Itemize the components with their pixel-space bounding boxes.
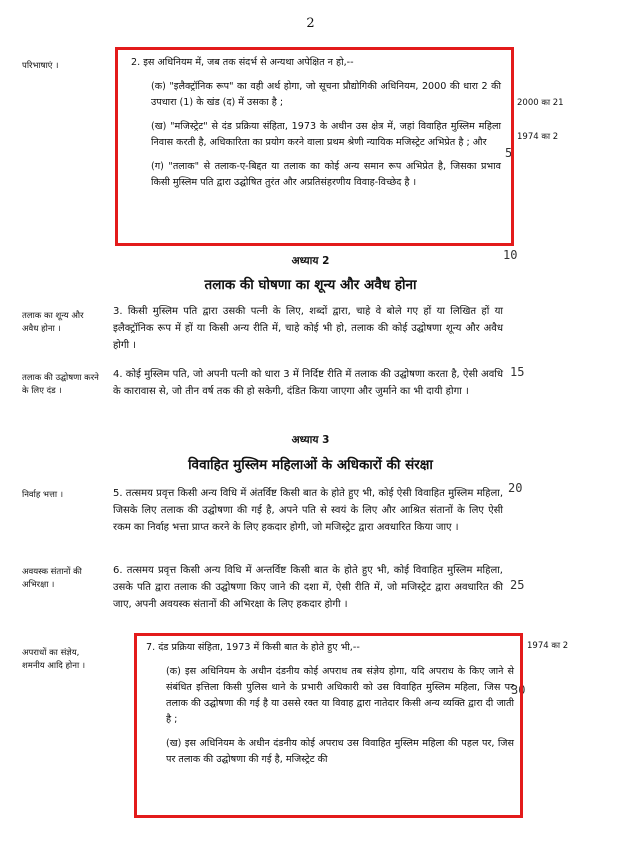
line-number: 15 — [510, 365, 525, 379]
side-note-definitions: परिभाषाएं । — [22, 61, 59, 71]
line-number: 25 — [510, 578, 525, 592]
line-number: 5 — [505, 146, 513, 160]
section-2-clause-a: (क) "इलैक्ट्रॉनिक रूप" का वही अर्थ होगा, जो सूचना प्रौद्योगिकी अधिनियम, 2000 की धारा 2 की उपधारा (1) के खंड (द) में उसका है ; — [151, 81, 501, 108]
chapter-title: तलाक की घोषणा का शून्य और अवैध होना — [204, 277, 417, 293]
section-3: 3. किसी मुस्लिम पति द्वारा उसकी पत्नी के लिए, शब्दों द्वारा, चाहे वे बोले गए हों या लिखित हों या इलैक्ट्रॉनिक रूप में हों या किसी अन्य रीति में, चाहे कोई भी हो, तलाक की कोई उद्घोषणा शून्य और अवैध होगी । — [113, 306, 503, 351]
section-7-clause-a: (क) इस अधिनियम के अधीन दंडनीय कोई अपराध तब संज्ञेय होगा, यदि अपराध के किए जाने से संबंधित इत्तिला किसी पुलिस थाने के प्रभारी अधिकारी को उस विवाहित मुस्लिम महिला, जिस पर तलाक की उद्घोषणा की गई है या उससे रक्त या विवाह द्वारा नातेदार किसी अन्य व्यक्ति द्वारा दी जाती है ; — [166, 666, 514, 725]
section-6: 6. तत्समय प्रवृत्त किसी अन्य विधि में अन्तर्विष्ट किसी बात के होते हुए भी, कोई विवाहित मुस्लिम महिला, उसके पति द्वारा तलाक की उद्घोषणा किए जाने की दशा में, ऐसी रीति में, जो मजिस्ट्रेट द्वारा अवधारित की जाए, अपनी अवयस्क संतानों की अभिरक्षा के लिए हकदार होगी । — [113, 565, 503, 610]
section-2-clause-b: (ख) "मजिस्ट्रेट" से दंड प्रक्रिया संहिता, 1973 के अधीन उस क्षेत्र में, जहां विवाहित मुस्लिम महिला निवास करती है, अधिकारिता का प्रयोग करने वाला प्रथम श्रेणी न्यायिक मजिस्ट्रेट अभिप्रेत है ; और — [151, 121, 501, 148]
section-2-clause-c: (ग) "तलाक" से तलाक-ए-बिद्दत या तलाक का कोई अन्य समान रूप अभिप्रेत है, जिसका प्रभाव किसी मुस्लिम पति द्वारा उद्घोषित तुरंत और अप्रतिसंहरणीय विवाह-विच्छेद है । — [151, 161, 501, 188]
section-7-clause-b: (ख) इस अधिनियम के अधीन दंडनीय कोई अपराध उस विवाहित मुस्लिम महिला की पहल पर, जिस पर तलाक की उद्घोषणा की गई है, मजिस्ट्रेट की — [166, 738, 514, 765]
margin-ref-act-1974: 1974 का 2 — [517, 132, 559, 142]
section-7 — [146, 640, 514, 768]
line-number: 10 — [503, 248, 518, 262]
side-note-talaq-void: तलाक का शून्य और अवैध होना । — [22, 311, 84, 334]
margin-ref-act-2000: 2000 का 21 — [517, 98, 564, 108]
section-7-intro: 7. दंड प्रक्रिया संहिता, 1973 में किसी बात के होते हुए भी,-- — [146, 642, 360, 653]
section-2-intro: 2. इस अधिनियम में, जब तक संदर्भ से अन्यथा अपेक्षित न हो,-- — [131, 57, 354, 68]
section-2 — [131, 55, 501, 191]
line-number: 20 — [508, 481, 523, 495]
side-note-subsistence: निर्वाह भत्ता । — [22, 490, 64, 500]
chapter-label: अध्याय 3 — [291, 434, 330, 446]
chapter-label: अध्याय 2 — [291, 255, 330, 267]
chapter-title: विवाहित मुस्लिम महिलाओं के अधिकारों की संरक्षा — [188, 457, 433, 473]
margin-ref-act-1974: 1974 का 2 — [527, 641, 569, 651]
section-4: 4. कोई मुस्लिम पति, जो अपनी पत्नी को धारा 3 में निर्दिष्ट रीति में तलाक की उद्घोषणा करता है, ऐसी अवधि के कारावास से, जो तीन वर्ष तक की हो सकेगी, दंडित किया जाएगा और जुर्माने का भी दायी होगा । — [113, 369, 503, 397]
section-5: 5. तत्समय प्रवृत्त किसी अन्य विधि में अंतर्विष्ट किसी बात के होते हुए भी, कोई ऐसी विवाहित मुस्लिम महिला, जिसके लिए तलाक की उद्घोषणा की गई है, अपने पति से स्वयं के लिए और आश्रित संतानों के लिए ऐसी रकम का निर्वाह भत्ता प्राप्त करने के लिए हकदार होगी, जो मजिस्ट्रेट द्वारा अवधारित किया जाए । — [113, 488, 503, 533]
side-note-talaq-punishment: तलाक की उद्घोषणा करने के लिए दंड । — [22, 373, 99, 396]
page-number: 2 — [306, 16, 315, 31]
side-note-cognizable: अपराधों का संज्ञेय, शमनीय आदि होना । — [22, 648, 86, 671]
line-number: 30 — [511, 683, 526, 697]
side-note-custody: अवयस्क संतानों की अभिरक्षा । — [22, 567, 82, 590]
